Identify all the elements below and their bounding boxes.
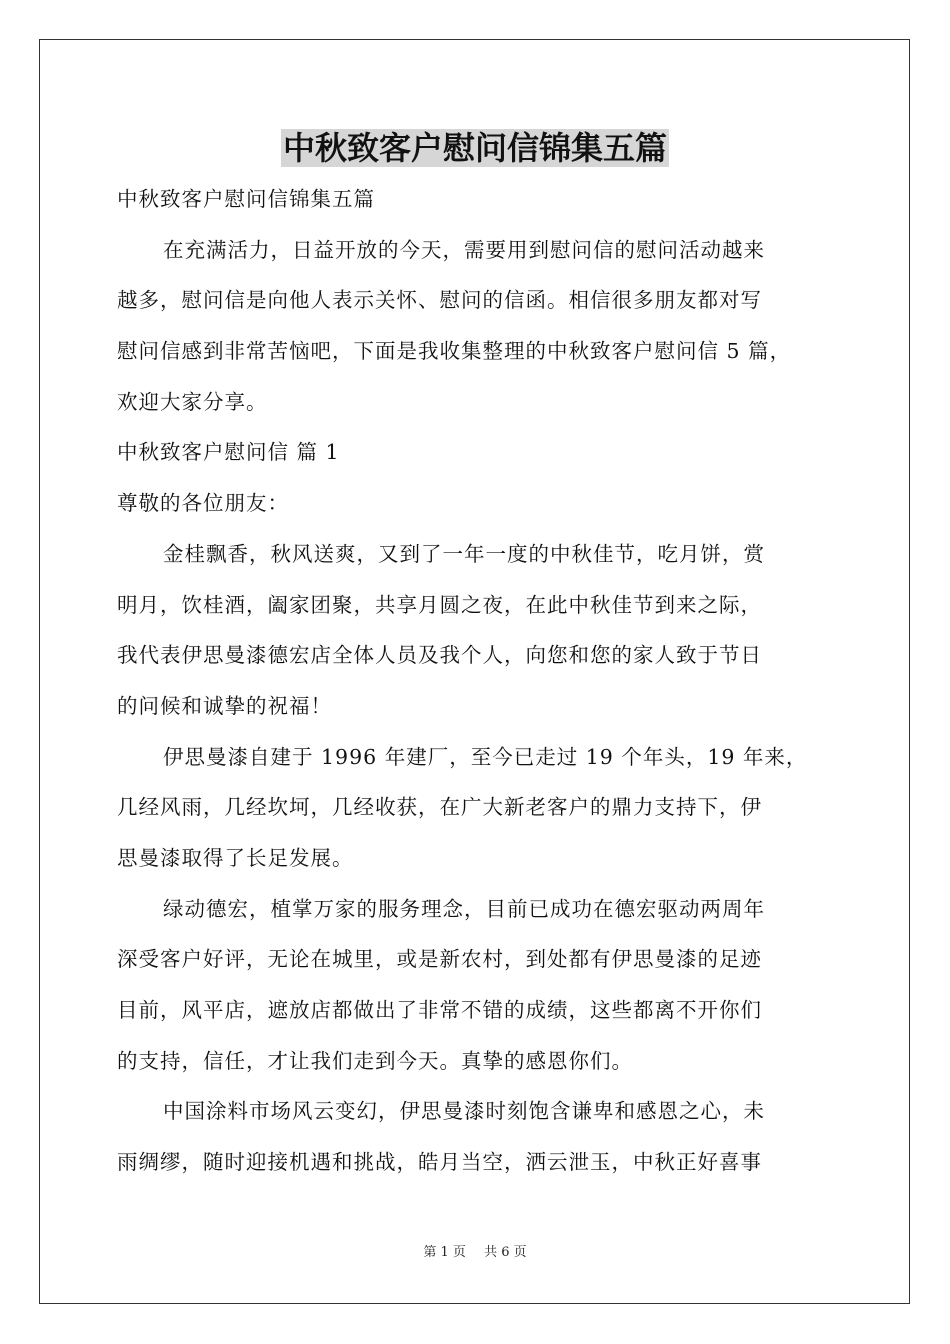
body-line: 伊思曼漆自建于 1996 年建厂，至今已走过 19 个年头，19 年来，	[163, 744, 808, 769]
body-line: 越多，慰问信是向他人表示关怀、慰问的信函。相信很多朋友都对写	[117, 288, 762, 313]
document-body	[117, 174, 833, 1188]
document-title	[0, 126, 950, 170]
body-line: 欢迎大家分享。	[117, 389, 268, 414]
body-line: 的问候和诚挚的祝福！	[117, 693, 332, 718]
body-line: 的支持，信任，才让我们走到今天。真挚的感恩你们。	[117, 1048, 633, 1073]
salutation: 尊敬的各位朋友：	[117, 491, 289, 516]
body-line: 目前，风平店，遮放店都做出了非常不错的成绩，这些都离不开你们	[117, 998, 762, 1022]
body-line: 在充满活力，日益开放的今天，需要用到慰问信的慰问活动越来	[163, 237, 765, 262]
page-number: 第 1 页	[423, 1245, 466, 1260]
body-line: 雨绸缪，随时迎接机遇和挑战，皓月当空，洒云泄玉，中秋正好喜事	[117, 1150, 762, 1175]
document-title-text: 中秋致客户慰问信锦集五篇	[282, 129, 667, 167]
body-line: 中国涂料市场风云变幻，伊思曼漆时刻饱含谦卑和感恩之心，未	[163, 1099, 765, 1124]
body-line: 金桂飘香，秋风送爽，又到了一年一度的中秋佳节，吃月饼，赏	[163, 541, 765, 566]
body-line: 明月，饮桂酒，阖家团聚，共享月圆之夜，在此中秋佳节到来之际，	[117, 592, 762, 617]
body-line: 慰问信感到非常苦恼吧，下面是我收集整理的中秋致客户慰问信 5 篇，	[117, 339, 792, 364]
section-heading: 中秋致客户慰问信 篇 1	[117, 440, 340, 465]
body-line: 深受客户好评，无论在城里，或是新农村，到处都有伊思曼漆的足迹	[117, 947, 762, 972]
page-footer	[0, 1241, 950, 1260]
body-line: 思曼漆取得了长足发展。	[117, 845, 354, 870]
body-line: 绿动德宏，植掌万家的服务理念，目前已成功在德宏驱动两周年	[163, 896, 765, 921]
body-line: 我代表伊思曼漆德宏店全体人员及我个人，向您和您的家人致于节日	[117, 643, 762, 668]
body-line: 几经风雨，几经坎坷，几经收获，在广大新老客户的鼎力支持下，伊	[117, 795, 762, 820]
body-line: 中秋致客户慰问信锦集五篇	[117, 187, 375, 211]
page-total: 共 6 页	[484, 1245, 527, 1260]
